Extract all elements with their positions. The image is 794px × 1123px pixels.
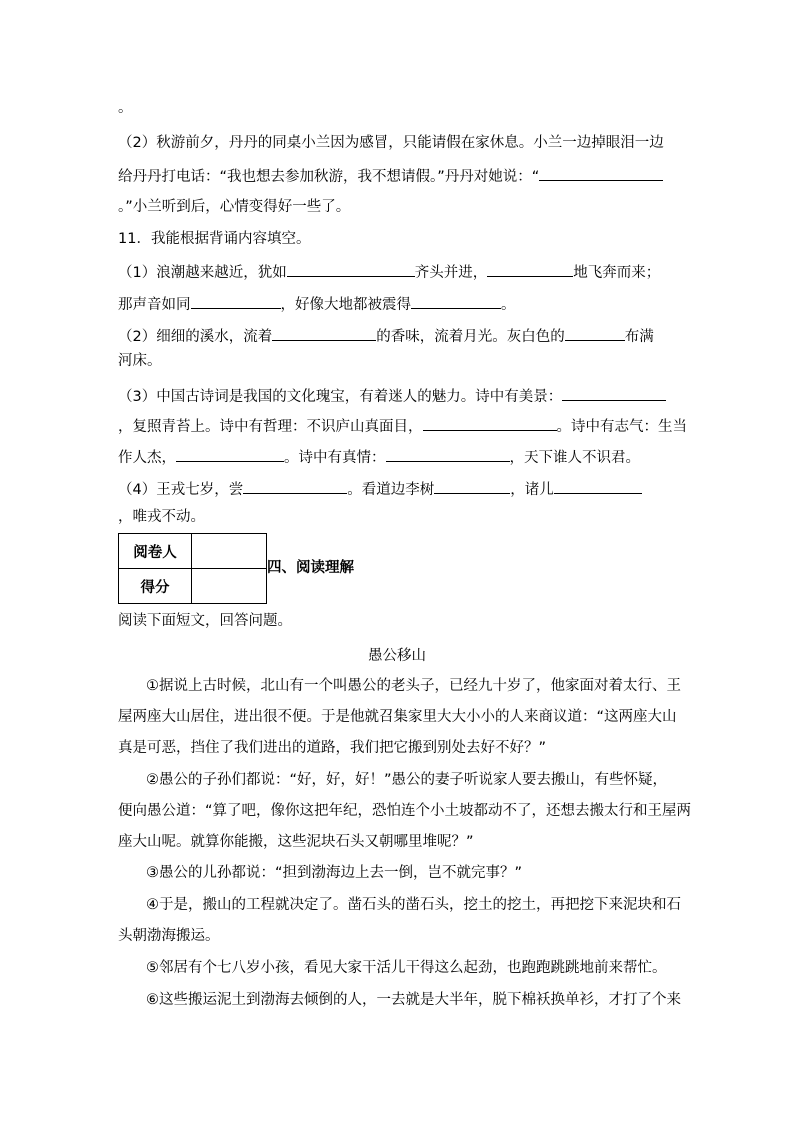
answer-blank[interactable] [554,478,642,494]
score-value[interactable] [192,569,267,604]
question-11-3-line1 [118,385,666,407]
text: ，诸儿 [510,482,554,498]
text: 屋两座大山居住，进出很不便。于是他就召集家里大大小小的人来商议道：“这两座大山 [118,709,677,725]
text: 阅读下面短文，回答问题。 [118,613,292,629]
answer-blank[interactable] [243,478,347,494]
story-title: 愚公移山 [368,648,426,664]
paragraph-6-line1 [146,990,681,1010]
text: 那声音如同 [118,297,191,313]
answer-blank[interactable] [191,293,281,309]
score-table [118,533,267,604]
answer-blank[interactable] [423,415,557,431]
text: 齐头并进， [414,265,488,281]
text: （3）中国古诗词是我国的文化瑰宝，有着迷人的魅力。诗中有美景： [118,389,563,405]
text: 河床。 [118,353,162,369]
paragraph-1-line3 [118,738,546,758]
text: ⑤邻居有个七八岁小孩，看见大家干活儿干得这么起劲，也跑跑跳跳地前来帮忙。 [146,960,667,976]
paragraph-2-line2 [118,801,691,821]
text: 真是可恶，挡住了我们进出的道路，我们把它搬到别处去好不好？” [118,740,547,756]
question-11-title [118,229,310,249]
question-11-1-line2 [118,293,516,315]
paragraph-4-line1 [146,895,681,915]
text: 。看道边李树 [347,482,435,498]
text: 布满 [624,329,654,345]
reading-intro [118,611,292,631]
text: ④于是，搬山的工程就决定了。凿石头的凿石头，挖土的挖土，再把挖下来泥块和石 [146,897,681,913]
paragraph-2-line3 [118,832,474,852]
section-title: 四、阅读理解 [267,560,354,576]
answer-blank[interactable] [176,446,284,462]
text: ，复照青苔上。诗中有哲理：不识庐山真面目， [118,419,423,435]
paragraph-1-line1 [146,676,681,696]
reviewer-label: 阅卷人 [119,534,192,569]
text: 头朝渤海搬运。 [118,928,220,944]
text: ，天下谁人不识君。 [509,450,640,466]
answer-blank[interactable] [539,165,663,181]
text: 。诗中有志气：生当 [556,419,687,435]
answer-blank[interactable] [386,446,510,462]
question-10-2-line3 [118,197,350,217]
text: 给丹丹打电话：“我也想去参加秋游，我不想请假。”丹丹对她说：“ [118,169,540,185]
question-11-2-line1 [118,325,654,347]
answer-blank[interactable] [562,385,666,401]
answer-blank[interactable] [565,325,625,341]
text: ⑥这些搬运泥土到渤海去倾倒的人，一去就是大半年，脱下棉袄换单衫，才打了个来 [146,992,681,1008]
score-label: 得分 [119,569,192,604]
question-10-2-line1 [118,133,664,153]
paragraph-2-line1 [146,770,667,790]
paragraph-5 [146,958,667,978]
text: 座大山呢。就算你能搬，这些泥块石头又朝哪里堆呢？” [118,834,474,850]
answer-blank[interactable] [411,293,501,309]
question-11-3-line3 [118,446,640,468]
question-11-2-line2 [118,351,162,371]
text: 。诗中有真情： [284,450,386,466]
text: 地飞奔而来； [573,265,661,281]
answer-blank[interactable] [287,261,415,277]
text: 作人杰， [118,450,176,466]
text: ②愚公的子孙们都说：“好，好，好！”愚公的妻子听说家人要去搬山，有些怀疑， [146,772,668,788]
answer-blank[interactable] [272,325,376,341]
text: （4）王戎七岁，尝 [118,482,244,498]
question-11-4-line1 [118,478,642,500]
text: 的香味，流着月光。灰白色的 [376,329,565,345]
answer-blank[interactable] [487,261,573,277]
trailing-period [118,98,133,118]
question-11-4-line2 [118,507,205,527]
text: （2）细细的溪水，流着 [118,329,273,345]
text: 。 [118,100,133,116]
text: （2）秋游前夕，丹丹的同桌小兰因为感冒，只能请假在家休息。小兰一边掉眼泪一边 [118,135,664,151]
question-11-1-line1 [118,261,660,283]
text: ③愚公的儿孙都说：“担到渤海边上去一倒，岂不就完事？” [146,865,523,881]
text: 。 [501,297,516,313]
text: （1）浪潮越来越近，犹如 [118,265,287,281]
question-10-2-line2 [118,165,663,187]
text: ，唯戎不动。 [118,509,205,525]
text: 。”小兰听到后，心情变得好一些了。 [118,199,351,215]
text: 便向愚公道：“算了吧，像你这把年纪，恐怕连个小土坡都动不了，还想去搬太行和王屋两 [118,803,692,819]
text: ①据说上古时候，北山有一个叫愚公的老头子，已经九十岁了，他家面对着太行、王 [146,678,681,694]
text: 11．我能根据背诵内容填空。 [118,231,311,247]
paragraph-1-line2 [118,707,677,727]
answer-blank[interactable] [434,478,510,494]
paragraph-3 [146,863,522,883]
question-11-3-line2 [118,415,687,437]
reviewer-value[interactable] [192,534,267,569]
text: ，好像大地都被震得 [280,297,411,313]
paragraph-4-line2 [118,926,220,946]
